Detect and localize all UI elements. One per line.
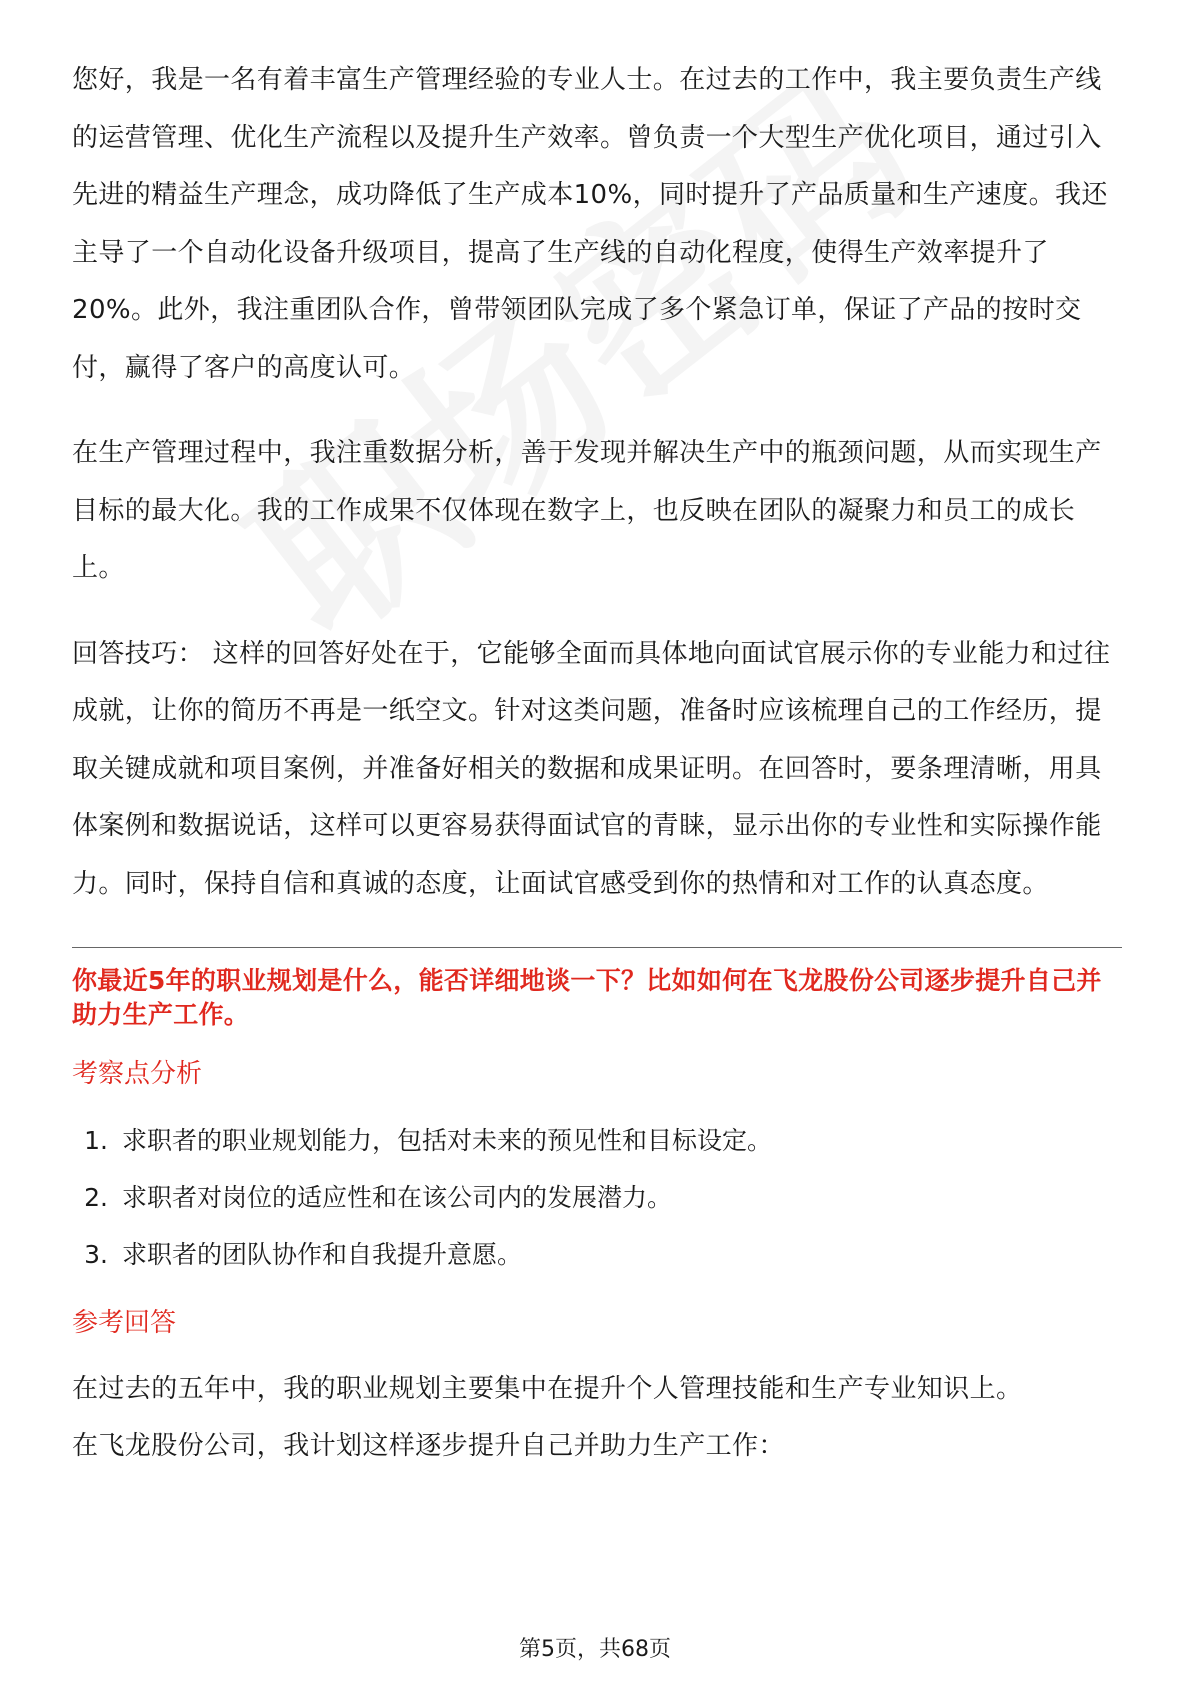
reference-answer-line: 在过去的五年中，我的职业规划主要集中在提升个人管理技能和生产专业知识上。 bbox=[72, 1374, 1023, 1404]
analysis-point bbox=[72, 1169, 1122, 1226]
point-number: 1. bbox=[84, 1126, 108, 1155]
analysis-title: 考察点分析 bbox=[72, 1059, 203, 1089]
question-heading: 你最近5年的职业规划是什么，能否详细地谈一下？比如如何在飞龙股份公司逐步提升自己并助力生产工作。 bbox=[72, 966, 1102, 1029]
section-divider bbox=[72, 947, 1122, 948]
page-number: 第5页，共68页 bbox=[519, 1637, 671, 1662]
point-number: 3. bbox=[84, 1240, 108, 1269]
document-page bbox=[72, 52, 1122, 1475]
reference-answer-title: 参考回答 bbox=[72, 1308, 177, 1338]
point-number: 2. bbox=[84, 1183, 108, 1212]
analysis-list bbox=[72, 1112, 1122, 1283]
reference-answer-line: 在飞龙股份公司，我计划这样逐步提升自己并助力生产工作： bbox=[72, 1431, 785, 1461]
point-text: 求职者的团队协作和自我提升意愿。 bbox=[122, 1240, 523, 1269]
point-text: 求职者的职业规划能力，包括对未来的预见性和目标设定。 bbox=[122, 1126, 773, 1155]
point-text: 求职者对岗位的适应性和在该公司内的发展潜力。 bbox=[122, 1183, 673, 1212]
analysis-point bbox=[72, 1112, 1122, 1169]
intro-paragraph-1: 您好，我是一名有着丰富生产管理经验的专业人士。在过去的工作中，我主要负责生产线的运营管理、优化生产流程以及提升生产效率。曾负责一个大型生产优化项目，通过引入先进的精益生产理念，成功降低了生产成本10%，同时提升了产品质量和生产速度。我还主导了一个自动化设备升级项目，提高了生产线的自动化程度，使得生产效率提升了20%。此外，我注重团队合作，曾带领团队完成了多个紧急订单，保证了产品的按时交付，赢得了客户的高度认可。 bbox=[72, 65, 1108, 383]
analysis-point bbox=[72, 1226, 1122, 1283]
intro-paragraph-2: 在生产管理过程中，我注重数据分析，善于发现并解决生产中的瓶颈问题，从而实现生产目标的最大化。我的工作成果不仅体现在数字上，也反映在团队的凝聚力和员工的成长上。 bbox=[72, 438, 1102, 583]
reference-answer bbox=[72, 1361, 1122, 1475]
answer-tips-paragraph: 回答技巧： 这样的回答好处在于，它能够全面而具体地向面试官展示你的专业能力和过往成就，让你的简历不再是一纸空文。针对这类问题，准备时应该梳理自己的工作经历，提取关键成就和项目案例，并准备好相关的数据和成果证明。在回答时，要条理清晰，用具体案例和数据说话，这样可以更容易获得面试官的青睐，显示出你的专业性和实际操作能力。同时，保持自信和真诚的态度，让面试官感受到你的热情和对工作的认真态度。 bbox=[72, 638, 1111, 899]
